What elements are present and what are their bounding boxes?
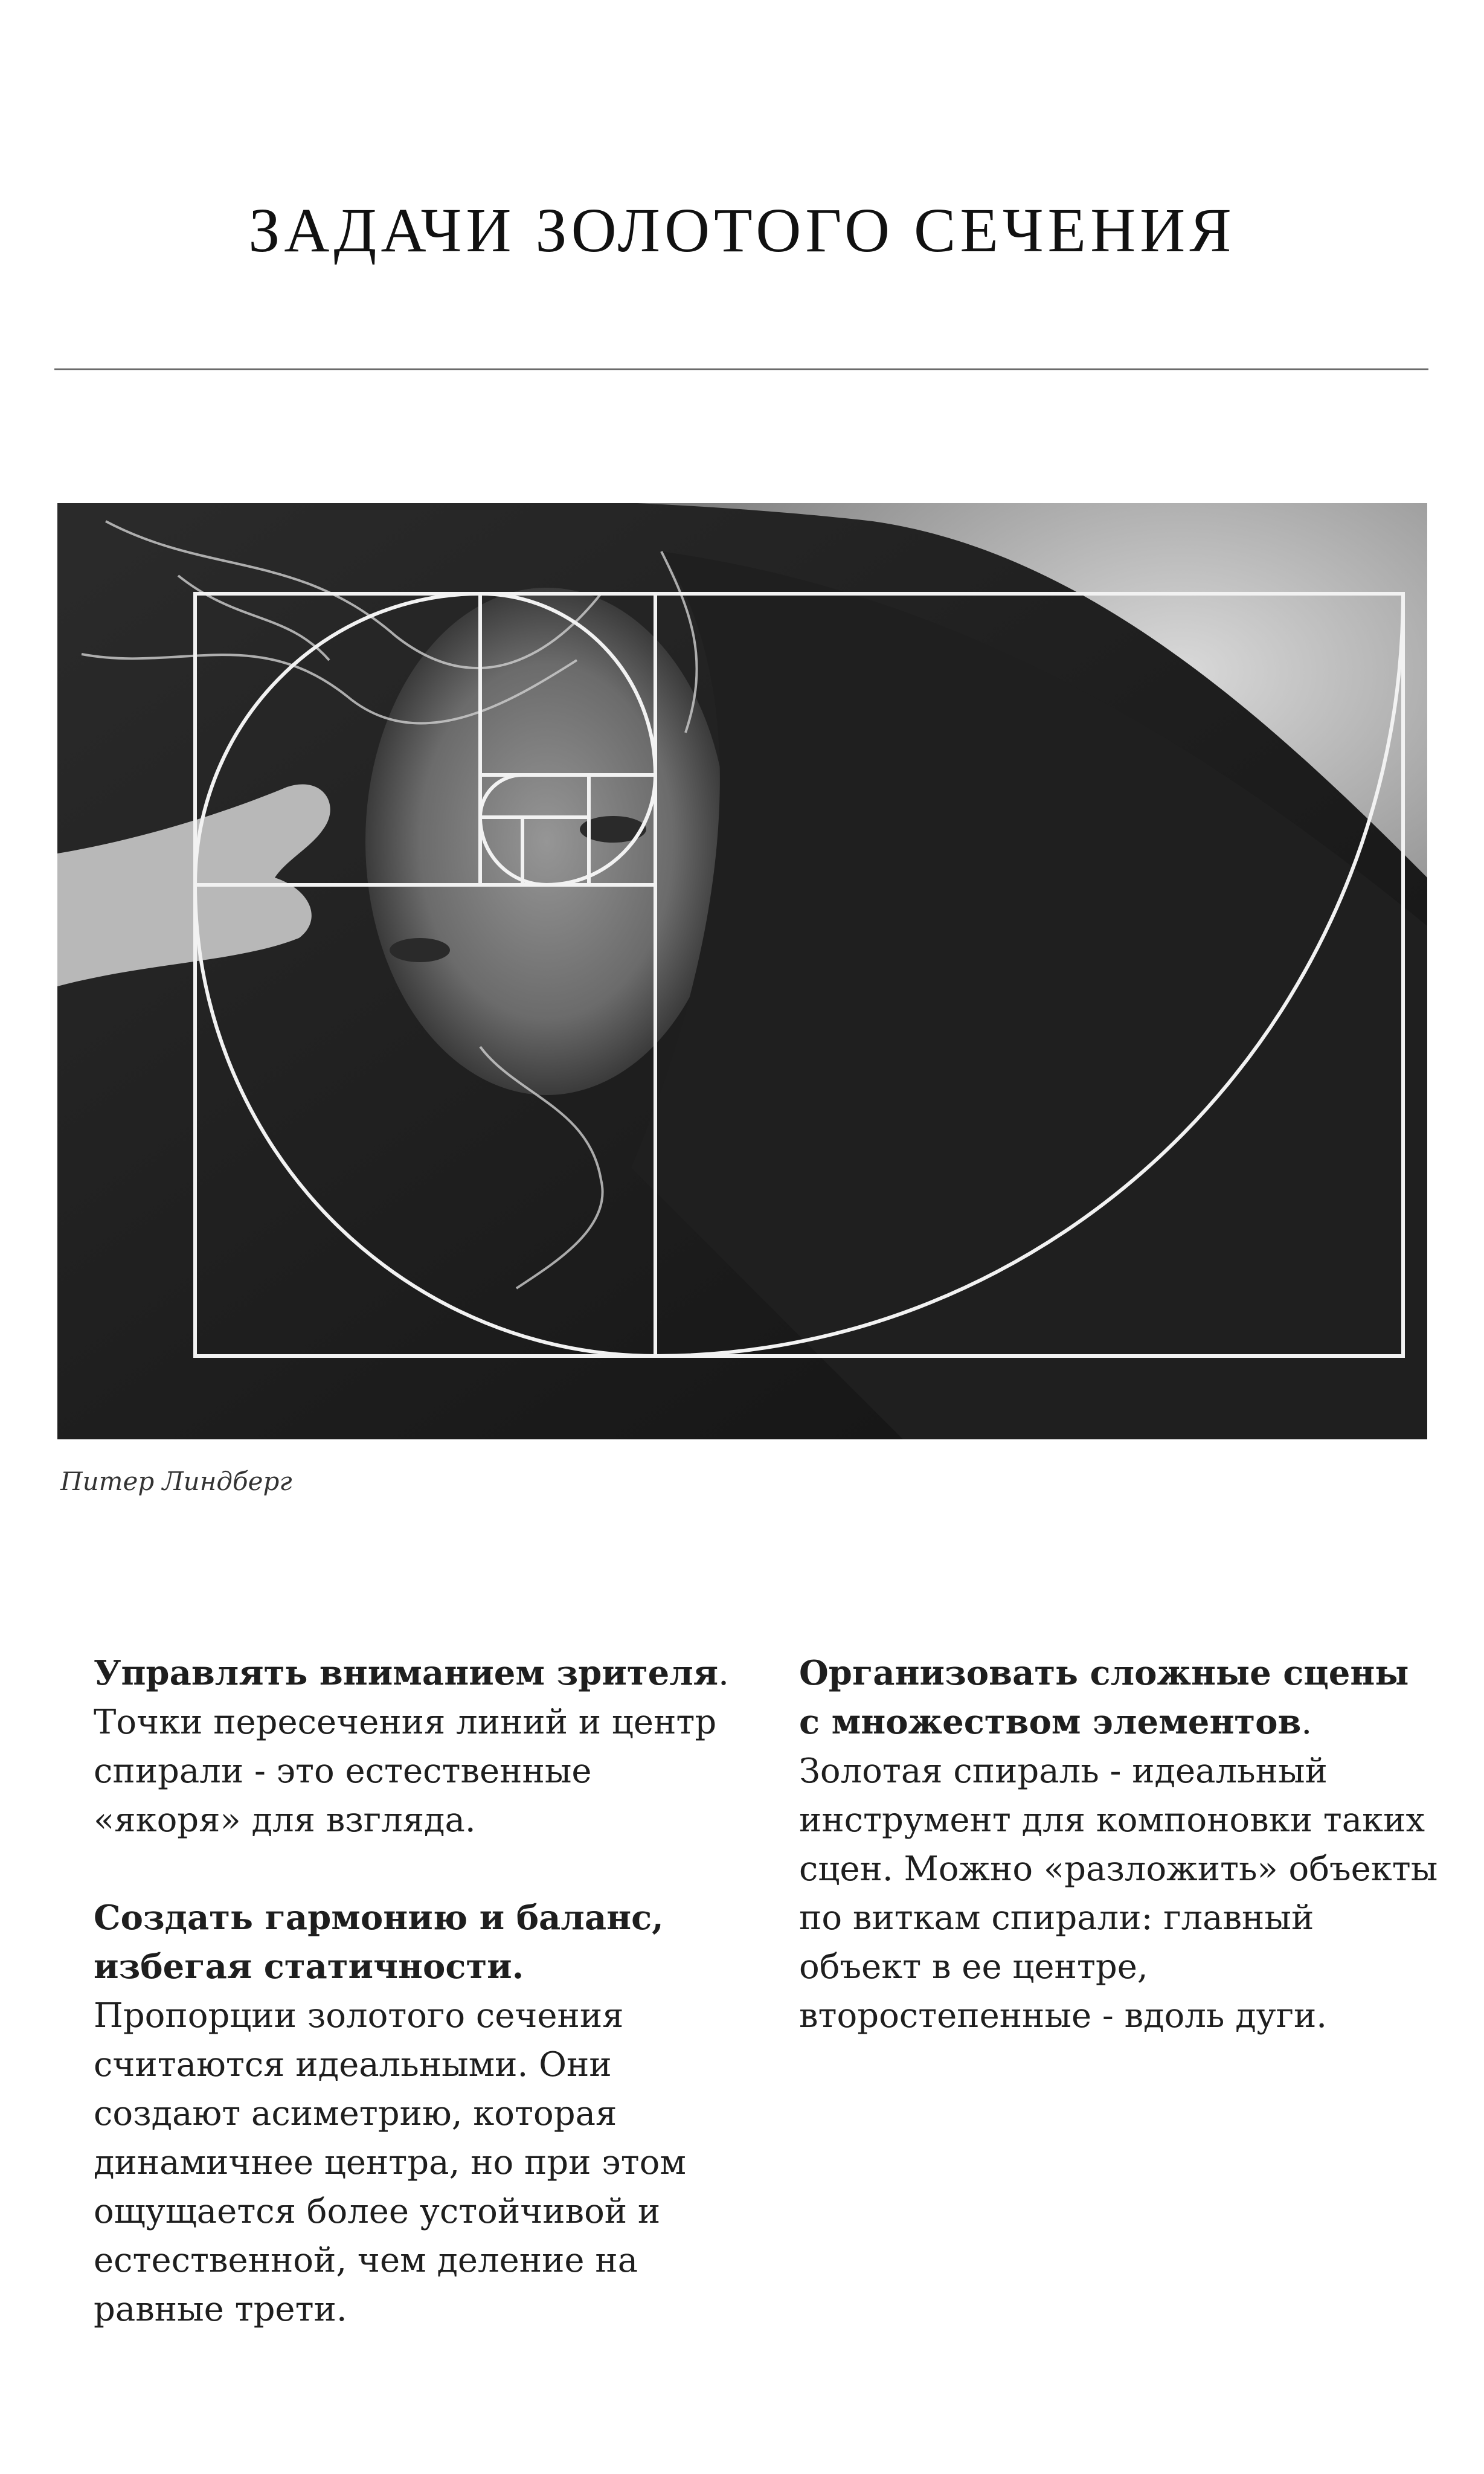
point-body: Точки пересечения линий и центр спирали - это естественные «якоря» для взгляда. [94, 1703, 717, 1840]
point-lead: Управлять вниманием зрителя [94, 1653, 719, 1693]
point-complex-scenes [799, 1649, 1439, 2040]
point-body: Золотая спираль - идеальный инструмент для компоновки таких сцен. Можно «разложить» объекты по виткам спирали: главный объект в ее центре, второстепенные - вдоль дуги. [799, 1752, 1438, 2035]
point-lead: Создать гармонию и баланс, избегая статичности. [94, 1898, 664, 1987]
point-harmony [94, 1894, 734, 2334]
left-column [94, 1649, 734, 2383]
face-shape [365, 588, 728, 1095]
point-lead: Организовать сложные сцены с множеством элементов [799, 1653, 1409, 1742]
portrait-photo [57, 503, 1427, 1439]
title-divider [54, 368, 1428, 370]
photo-caption: Питер Линдберг [60, 1467, 292, 1496]
page-title: ЗАДАЧИ ЗОЛОТОГО СЕЧЕНИЯ [248, 196, 1236, 265]
point-lead-punct: . [718, 1654, 729, 1693]
point-lead-punct: . [1301, 1703, 1312, 1742]
point-attention [94, 1649, 734, 1845]
right-column [799, 1649, 1439, 2089]
golden-spiral-illustration [57, 503, 1427, 1439]
right-eye [390, 938, 450, 962]
point-body: Пропорции золотого сечения считаются идеальными. Они создают асиметрию, которая динамичнее центра, но при этом ощущается более устойчивой и естественной, чем деление на равные трети. [94, 1996, 686, 2329]
